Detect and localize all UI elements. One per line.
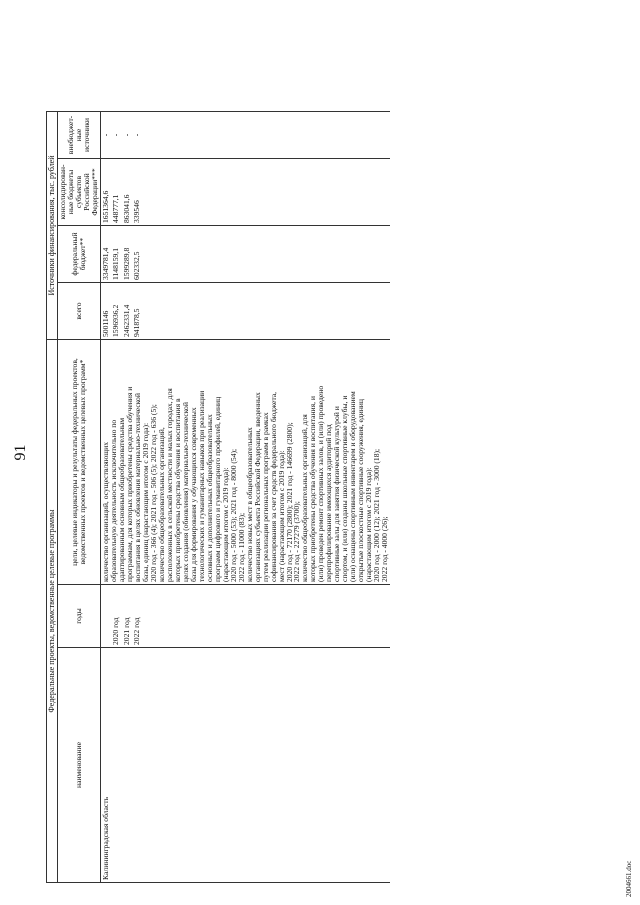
federal-value: 1148159,1 bbox=[111, 248, 121, 280]
federal-value: 1599289,8 bbox=[121, 247, 131, 280]
total-cell bbox=[101, 283, 390, 340]
extra-value: - bbox=[111, 133, 121, 137]
indicator-line: (нарастающим итогом с 2019 года): bbox=[364, 467, 374, 582]
extra-cell bbox=[101, 112, 390, 159]
indicator-line: количество организаций, осуществляющих bbox=[101, 441, 111, 582]
extra-value: - bbox=[131, 133, 141, 137]
indicator-line: путем реализации региональных программ в рамках bbox=[260, 412, 270, 582]
indicator-line: 2020 год - 2000 (12); 2021 год - 3000 (18); bbox=[372, 448, 382, 582]
indicator-line: 2020 год - 72170 (2800); 2021 год - 146699 (2800); bbox=[284, 422, 294, 582]
indicator-line: адаптированным основным общеобразовательным bbox=[117, 417, 127, 582]
col-extra-header: внебюджет-ные источники bbox=[58, 112, 101, 159]
federal-cell bbox=[101, 226, 390, 283]
indicator-line: программ цифрового и гуманитарного профилей, единиц bbox=[212, 396, 222, 582]
total-value: 5001146 bbox=[101, 310, 111, 337]
page-number: 91 bbox=[12, 444, 29, 461]
indicator-line: базы, единиц (нарастающим итогом с 2019 года): bbox=[141, 422, 151, 582]
total-value: 1596936,2 bbox=[111, 304, 121, 337]
indicator-line: количество общеобразовательных организаций, bbox=[157, 427, 167, 582]
col-years-header: годы bbox=[58, 585, 101, 648]
col-name-header: наименование bbox=[58, 648, 101, 883]
col-indicators-header: цели, целевые индикаторы и результаты федеральных проектов, ведомственных проектов и ведомственных целевых программ* bbox=[58, 340, 101, 585]
col-total-header: всего bbox=[58, 283, 101, 340]
indicator-line: спортивные залы для занятия физической культурой и bbox=[332, 406, 342, 582]
year-value: 2022 год bbox=[131, 617, 141, 645]
programs-table bbox=[46, 111, 390, 883]
indicator-line: расположенных в сельской местности и малых городах, для bbox=[164, 388, 174, 582]
indicator-line: 2020 год - 5000 (53); 2021 год - 8000 (54); bbox=[228, 448, 238, 582]
indicator-line: (или) проведен ремонт спортивных залов, и (или) проведено bbox=[316, 385, 326, 582]
extra-value: - bbox=[121, 133, 131, 137]
indicator-line: базы для формирования у обучающихся современных bbox=[188, 407, 198, 582]
regional-value: 863041,6 bbox=[121, 194, 131, 223]
section-title-cell: Федеральные проекты, ведомственные целевые программы bbox=[47, 340, 58, 883]
indicator-line: 2020 год - 366 (4); 2021 год - 506 (5); 2022 год - 636 (5); bbox=[149, 404, 159, 582]
funding-title-cell: Источники финансирования, тыс. рублей bbox=[47, 112, 58, 340]
indicators-cell bbox=[101, 340, 390, 585]
indicator-line: которых приобретены средства обучения и воспитания в bbox=[172, 398, 182, 582]
indicator-line: 2022 год - 11000 (83); bbox=[236, 512, 246, 582]
federal-value: 3349781,4 bbox=[101, 247, 111, 280]
indicator-line: целях создания (обновления) материально-технической bbox=[180, 402, 190, 582]
indicator-line: (нарастающим итогом с 2019 года): bbox=[220, 467, 230, 582]
col-regional-header: консолидирован-ные бюджеты субъектов Российской Федерации*** bbox=[58, 159, 101, 226]
years-cell bbox=[101, 585, 390, 648]
year-value: 2021 год bbox=[121, 617, 131, 645]
indicator-line: 2022 год - 227279 (3700); bbox=[292, 501, 302, 582]
regional-cell bbox=[101, 159, 390, 226]
extra-value: - bbox=[101, 133, 111, 137]
indicator-line: образовательную деятельность исключительно по bbox=[109, 419, 119, 582]
regional-value: 339546 bbox=[131, 200, 141, 223]
indicator-line: программам, для которых приобретены средства обучения и bbox=[125, 386, 135, 582]
indicator-line: технологических и гуманитарных навыков при реализации bbox=[196, 390, 206, 582]
indicator-line: софинансирования за счет средств федерального бюджета, bbox=[268, 391, 278, 582]
indicator-line: количество общеобразовательных организаций, для bbox=[300, 414, 310, 582]
indicator-line: открытые плоскостные спортивные сооружения, единиц bbox=[356, 399, 366, 582]
indicator-line: мест (нарастающим итогом с 2019 года): bbox=[276, 450, 286, 582]
col-federal-header: федеральный бюджет** bbox=[58, 226, 101, 283]
total-value: 941878,5 bbox=[131, 308, 141, 337]
indicator-line: (или) оснащены спортивным инвентарем и оборудованием bbox=[348, 391, 358, 582]
indicator-line: организациях субъекта Российской Федерации, введенных bbox=[252, 392, 262, 582]
file-name-footer: 2004661.doc bbox=[625, 860, 633, 897]
indicator-line: спортом, и (или) созданы школьные спортивные клубы, и bbox=[340, 395, 350, 582]
indicator-line: воспитания в целях обновления материально-технической bbox=[133, 393, 143, 582]
indicator-line: основных и дополнительных общеобразовательных bbox=[204, 414, 214, 582]
indicator-line: которых приобретены средства обучения и воспитания, и bbox=[308, 396, 318, 582]
region-name: Калининградская область bbox=[101, 648, 390, 883]
total-value: 2462331,4 bbox=[121, 304, 131, 337]
regional-value: 1651364,6 bbox=[101, 190, 111, 223]
indicator-line: перепрофилирование имеющихся аудиторий под bbox=[324, 424, 334, 582]
table-row bbox=[101, 112, 390, 883]
indicator-line: количество новых мест в общеобразовательных bbox=[244, 427, 254, 582]
year-value: 2020 год bbox=[111, 617, 121, 645]
regional-value: 448777,1 bbox=[111, 194, 121, 223]
federal-value: 602332,5 bbox=[131, 251, 141, 280]
indicator-line: 2022 год - 4000 (26); bbox=[380, 516, 390, 582]
